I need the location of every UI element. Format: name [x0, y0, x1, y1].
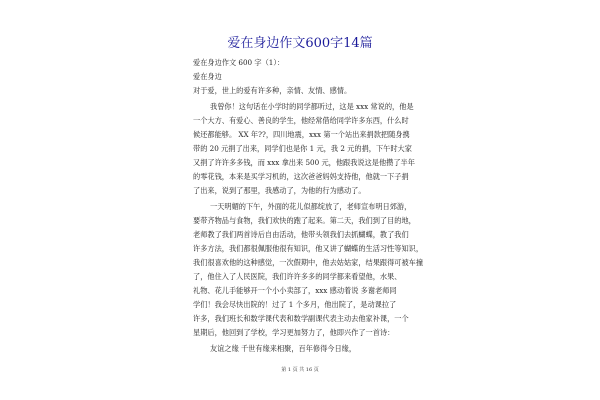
paragraph-line: 礼物、花儿手能够开一个小小卖部了，xxx 感动着说 多谢老师同 — [193, 286, 397, 295]
paragraph-line: 许多方法，我们都很佩服他很有知识，他又讲了蝴蝶的生活习性等知识， — [193, 244, 424, 253]
paragraph-line: 带的 20 元捐了出来，同学们也是你 1 元，我 2 元的捐，下午时大家 — [193, 144, 412, 153]
paragraph-line: 了，他住入了人民医院，我们许许多多的同学都来看望他，水果、 — [193, 272, 402, 281]
essay-subtitle: 爱在身边 — [193, 72, 222, 81]
paragraph-line: 一个大方、有爱心、善良的学生，他经常借给同学许多东西，什么时 — [193, 116, 409, 125]
paragraph-line: 星期后，他回到了学校，学习更加努力了，他即兴作了一首诗： — [193, 328, 395, 337]
poem-line: 友谊之缘 千世有缘来相聚，百年修得今日缘， — [210, 344, 357, 353]
paragraph-line: 又捐了许许多多钱，而 xxx 拿出来 500 元，他跟我说这是他攒了半年 — [193, 158, 415, 167]
paragraph-line: 对于爱，世上的爱有许多种，亲情、友情、感情。 — [193, 86, 352, 95]
document-title: 爱在身边作文600字14篇 — [227, 36, 373, 51]
paragraph-line: 了出来，说到了那里，我感动了，为他的行为感动了。 — [193, 186, 366, 195]
paragraph-line: 一天明媚的下午，外面的花儿似都绽放了，老师宣布明日郊游， — [210, 202, 412, 211]
paragraph-line: 学们！我会尽快出院的！过了 1 个多月，他出院了，是动课拉了 — [193, 300, 397, 309]
paragraph-line: 我们很喜欢他的这种感觉，一次假期中，他去姑姑家，结果跟得可被车撞 — [193, 258, 424, 267]
page-number: 第 1 页 共 16 页 — [281, 367, 319, 373]
essay-heading: 爱在身边作文 600 字（1）： — [193, 58, 285, 67]
paragraph-line: 老师教了我们两首诗后自由活动，他带头领我们去抓蝴蝶，教了我们 — [193, 230, 409, 239]
paragraph-line: 的零花钱，本来是买学习机的，这次爸爸妈妈支持他，他就一下子捐 — [193, 172, 409, 181]
paragraph-line: 我曾你！这句话在小学时的同学都听过，这是 xxx 常说的，他是 — [210, 102, 414, 111]
paragraph-line: 许多，我们班长和数学课代表和数学副课代表主动去他家补课，一个 — [193, 314, 409, 323]
paragraph-line: 要带齐物品与食物，我们欢快的跑了起来。第二天，我们到了目的地， — [193, 216, 416, 225]
paragraph-line: 候还都能够。 XX 年??，四川地震，xxx 第一个站出来捐款把随身携 — [193, 130, 410, 139]
